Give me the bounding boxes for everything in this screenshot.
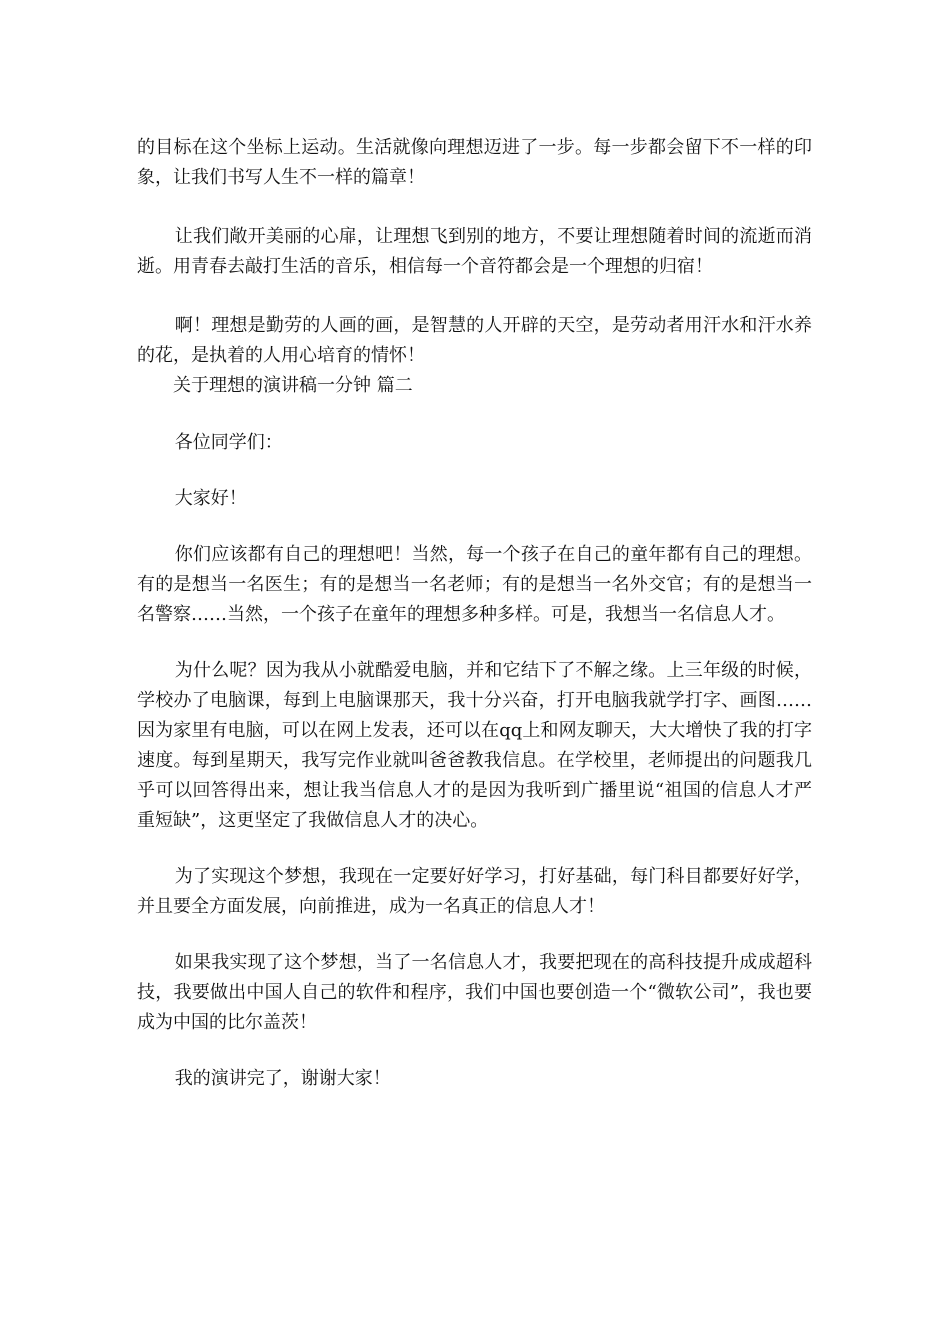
paragraph-3: 啊！理想是勤劳的人画的画，是智慧的人开辟的天空，是劳动者用汗水和汗水养的花，是执着的人用心培育的情怀！ — [137, 315, 812, 366]
paragraph-8: 我的演讲完了，谢谢大家！ — [174, 1068, 391, 1089]
paragraph-2: 让我们敞开美丽的心扉，让理想飞到别的地方，不要让理想随着时间的流逝而消逝。用青春去敲打生活的音乐，相信每一个音符都会是一个理想的归宿！ — [137, 226, 812, 277]
paragraph-7: 如果我实现了这个梦想，当了一名信息人才，我要把现在的高科技提升成成超科技，我要做出中国人自己的软件和程序，我们中国也要创造一个“微软公司”，我也要成为中国的比尔盖茨！ — [137, 952, 812, 1033]
paragraph-6: 为了实现这个梦想，我现在一定要好好学习，打好基础，每门科目都要好好学，并且要全方面发展，向前推进，成为一名真正的信息人才！ — [137, 866, 812, 917]
document-page — [137, 133, 812, 1094]
paragraph-5: 为什么呢？因为我从小就酷爱电脑，并和它结下了不解之缘。上三年级的时候，学校办了电脑课，每到上电脑课那天，我十分兴奋，打开电脑我就学打字、画图……因为家里有电脑，可以在网上发表，还可以在qq上和网友聊天，大大增快了我的打字速度。每到星期天，我写完作业就叫爸爸教我信息。在学校里，老师提出的问题我几乎可以回答得出来，想让我当信息人才的是因为我听到广播里说“祖国的信息人才严重短缺”，这更坚定了我做信息人才的决心。 — [137, 660, 812, 831]
greeting: 大家好！ — [174, 488, 247, 509]
paragraph-4: 你们应该都有自己的理想吧！当然，每一个孩子在自己的童年都有自己的理想。有的是想当一名医生；有的是想当一名老师；有的是想当一名外交官；有的是想当一名警察……当然，一个孩子在童年的理想多种多样。可是，我想当一名信息人才。 — [137, 544, 812, 625]
paragraph-1: 的目标在这个坐标上运动。生活就像向理想迈进了一步。每一步都会留下不一样的印象，让我们书写人生不一样的篇章！ — [137, 137, 812, 188]
section-heading: 关于理想的演讲稿一分钟 篇二 — [173, 375, 413, 396]
salutation: 各位同学们： — [174, 432, 283, 453]
